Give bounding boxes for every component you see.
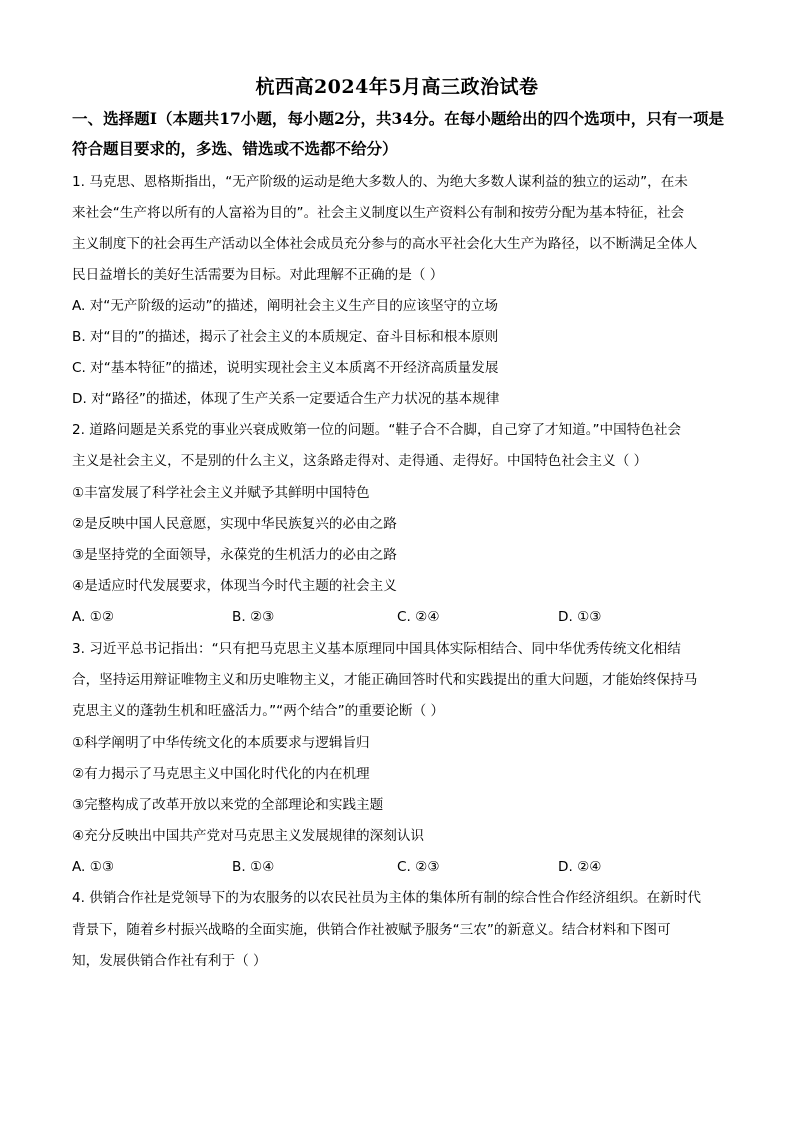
q1-stem-line-3: 主义制度下的社会再生产活动以全体社会成员充分参与的高水平社会化大生产为路径，以不断满足全体人 — [72, 236, 698, 252]
q2-option-a: A. ①② — [72, 609, 115, 625]
q2-option-d: D. ①③ — [558, 609, 602, 625]
q1-option-b: B. 对“目的”的描述，揭示了社会主义的本质规定、奋斗目标和根本原则 — [72, 329, 499, 345]
q3-statement-3: ③完整构成了改革开放以来党的全部理论和实践主题 — [72, 797, 384, 813]
q1-stem-line-2: 来社会“生产将以所有的人富裕为目的”。社会主义制度以生产资料公有制和按劳分配为基本特征，社会 — [72, 205, 685, 221]
q2-statement-3: ③是坚持党的全面领导，永葆党的生机活力的必由之路 — [72, 547, 397, 563]
q3-options-row — [72, 857, 724, 877]
q3-statement-1: ①科学阐明了中华传统文化的本质要求与逻辑旨归 — [72, 735, 370, 751]
q3-option-d: D. ②④ — [558, 859, 602, 875]
q2-stem-line-2: 主义是社会主义，不是别的什么主义，这条路走得对、走得通、走得好。中国特色社会主义（ ） — [72, 453, 648, 469]
q2-statement-4: ④是适应时代发展要求，体现当今时代主题的社会主义 — [72, 578, 397, 594]
q4-stem-line-1: 4. 供销合作社是党领导下的为农服务的以农民社员为主体的集体所有制的综合性合作经济组织。在新时代 — [72, 890, 702, 906]
q1-option-a: A. 对“无产阶级的运动”的描述，阐明社会主义生产目的应该坚守的立场 — [72, 298, 499, 314]
q3-option-c: C. ②③ — [397, 859, 440, 875]
q1-option-c: C. 对“基本特征”的描述，说明实现社会主义本质离不开经济高质量发展 — [72, 360, 499, 376]
q2-option-b: B. ②③ — [232, 609, 275, 625]
q2-stem-line-1: 2. 道路问题是关系党的事业兴衰成败第一位的问题。“鞋子合不合脚，自己穿了才知道。”中国特色社会 — [72, 422, 682, 438]
q3-option-a: A. ①③ — [72, 859, 115, 875]
q1-stem-line-4: 民日益增长的美好生活需要为目标。对此理解不正确的是（ ） — [72, 267, 444, 283]
q2-option-c: C. ②④ — [397, 609, 440, 625]
q3-statement-2: ②有力揭示了马克思主义中国化时代化的内在机理 — [72, 766, 370, 782]
q4-stem-line-2: 背景下，随着乡村振兴战略的全面实施，供销合作社被赋予服务“三农”的新意义。结合材料和下图可 — [72, 922, 671, 938]
q3-option-b: B. ①④ — [232, 859, 275, 875]
section-header: 一、选择题Ⅰ（本题共17小题，每小题2分，共34分。在每小题给出的四个选项中，只有一项是符合题目要求的，多选、错选或不选都不给分） — [72, 109, 724, 158]
page-title: 杭西高2024年5月高三政治试卷 — [255, 76, 539, 98]
q2-options-row — [72, 607, 724, 627]
q1-stem-line-1: 1. 马克思、恩格斯指出，“无产阶级的运动是绝大多数人的、为绝大多数人谋利益的独立的运动”，在未 — [72, 174, 688, 190]
q4-stem-line-3: 知，发展供销合作社有利于（ ） — [72, 953, 267, 969]
q2-statement-1: ①丰富发展了科学社会主义并赋予其鲜明中国特色 — [72, 485, 370, 501]
q3-stem-line-1: 3. 习近平总书记指出：“只有把马克思主义基本原理同中国具体实际相结合、同中华优秀传统文化相结 — [72, 641, 681, 657]
q2-statement-2: ②是反映中国人民意愿，实现中华民族复兴的必由之路 — [72, 516, 397, 532]
q3-stem-line-2: 合，坚持运用辩证唯物主义和历史唯物主义，才能正确回答时代和实践提出的重大问题，才能始终保持马 — [72, 672, 698, 688]
q3-stem-line-3: 克思主义的蓬勃生机和旺盛活力。”“两个结合”的重要论断（ ） — [72, 703, 445, 719]
q1-option-d: D. 对“路径”的描述，体现了生产关系一定要适合生产力状况的基本规律 — [72, 391, 500, 407]
q3-statement-4: ④充分反映出中国共产党对马克思主义发展规律的深刻认识 — [72, 828, 425, 844]
